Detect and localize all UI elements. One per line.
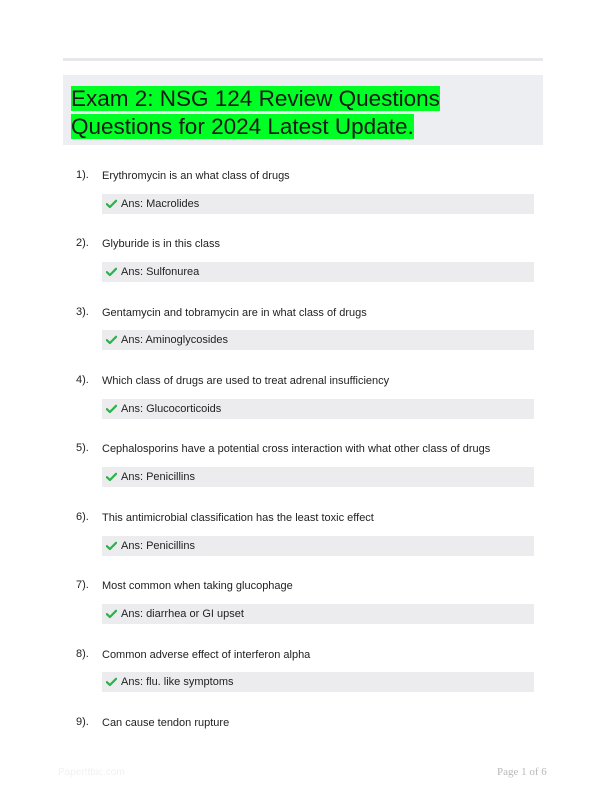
question-number: 3).	[76, 306, 89, 318]
question-number: 7).	[76, 579, 89, 591]
answer-text: Ans: flu. like symptoms	[121, 676, 234, 688]
question-text: Glyburide is in this class	[102, 238, 220, 250]
answer-text: Ans: Aminoglycosides	[121, 334, 228, 346]
top-divider	[63, 58, 543, 61]
watermark: Paperttbic.com	[58, 767, 125, 778]
answer-text: Ans: diarrhea or GI upset	[121, 608, 244, 620]
question-number: 2).	[76, 237, 89, 249]
answer-box	[102, 399, 534, 419]
checkmark-icon	[106, 267, 117, 277]
checkmark-icon	[106, 609, 117, 619]
question-text: Most common when taking glucophage	[102, 580, 293, 592]
answer-box	[102, 330, 534, 350]
document-title: Exam 2: NSG 124 Review Questions Questions for 2024 Latest Update.	[71, 86, 440, 139]
answer-text: Ans: Macrolides	[121, 198, 200, 210]
answer-box	[102, 194, 534, 214]
question-text: This antimicrobial classification has the least toxic effect	[102, 512, 374, 524]
question-text: Can cause tendon rupture	[102, 717, 230, 729]
checkmark-icon	[106, 541, 117, 551]
answer-box	[102, 262, 534, 282]
checkmark-icon	[106, 472, 117, 482]
question-text: Which class of drugs are used to treat adrenal insufficiency	[102, 375, 390, 387]
answer-text: Ans: Penicillins	[121, 471, 195, 483]
answer-text: Ans: Penicillins	[121, 540, 195, 552]
answer-box	[102, 467, 534, 487]
checkmark-icon	[106, 404, 117, 414]
question-text: Cephalosporins have a potential cross interaction with what other class of drugs	[102, 443, 491, 455]
question-number: 8).	[76, 648, 89, 660]
question-text: Erythromycin is an what class of drugs	[102, 170, 290, 182]
question-number: 9).	[76, 716, 89, 728]
answer-box	[102, 536, 534, 556]
question-text: Gentamycin and tobramycin are in what class of drugs	[102, 307, 367, 319]
question-number: 4).	[76, 374, 89, 386]
question-text: Common adverse effect of interferon alpha	[102, 649, 311, 661]
page-number: Page 1 of 6	[497, 766, 547, 778]
checkmark-icon	[106, 199, 117, 209]
question-number: 6).	[76, 511, 89, 523]
answer-box	[102, 672, 534, 692]
answer-text: Ans: Sulfonurea	[121, 266, 200, 278]
checkmark-icon	[106, 677, 117, 687]
answer-text: Ans: Glucocorticoids	[121, 403, 222, 415]
answer-box	[102, 604, 534, 624]
question-number: 5).	[76, 442, 89, 454]
checkmark-icon	[106, 335, 117, 345]
question-number: 1).	[76, 169, 89, 181]
